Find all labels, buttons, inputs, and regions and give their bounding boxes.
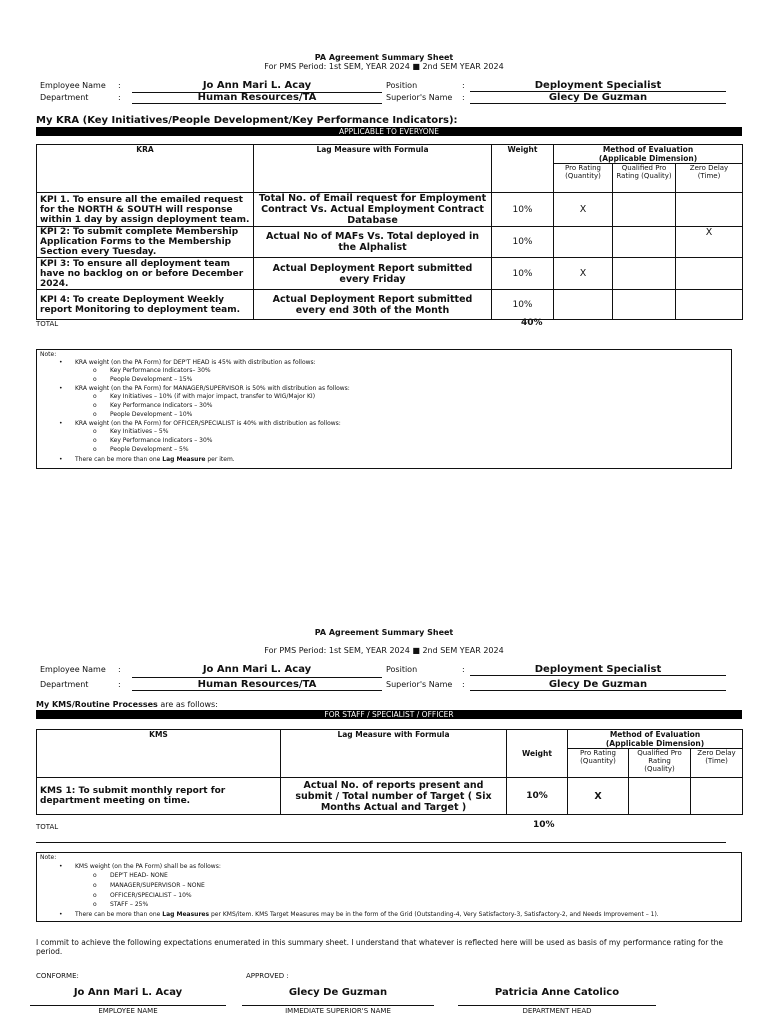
sheet1-superior-label: Superior's Name xyxy=(386,93,453,102)
sheet2-position-value: Deployment Specialist xyxy=(470,664,726,676)
kra-cell: KPI 2: To submit complete Membership Application Forms to the Membership Section every Tuesday. xyxy=(37,227,254,258)
note-line: Key Initiatives – 5% xyxy=(110,428,169,435)
note-bold-text: Lag Measures xyxy=(162,911,210,918)
commitment-text: I commit to achieve the following expectations enumerated in this summary sheet. I understand that whatever is reflected here will be used as basis of my performance rating for the period. xyxy=(36,938,724,956)
bullet: • xyxy=(59,911,63,918)
sheet1-total-label: TOTAL xyxy=(36,320,59,328)
sheet1-superior-value: Glecy De Guzman xyxy=(470,92,726,104)
method-header xyxy=(554,145,743,164)
zero-cell xyxy=(691,778,743,815)
lag-cell: Total No. of Email request for Employment Contract Vs. Actual Employment Contract Database xyxy=(254,193,492,227)
underline xyxy=(132,677,382,678)
sheet2-superior-label: Superior's Name xyxy=(386,680,453,689)
pro-cell: X xyxy=(554,258,613,290)
sheet1-total-value: 40% xyxy=(521,318,543,328)
pro-rating-header: Pro Rating (Quantity) xyxy=(568,749,629,778)
weight-header: Weight xyxy=(492,145,554,193)
sheet1-position-label: Position xyxy=(386,81,418,90)
lag-header: Lag Measure with Formula xyxy=(281,730,507,778)
sub-bullet: o xyxy=(93,892,97,899)
sheet2-kms-table xyxy=(36,729,743,815)
kra-cell: KPI 3: To ensure all deployment team have no backlog on or before December 2024. xyxy=(37,258,254,290)
sheet1-department-label: Department xyxy=(40,93,89,102)
sheet2-kms-heading xyxy=(36,700,218,709)
note-line: Key Performance Indicators – 30% xyxy=(110,402,213,409)
lag-cell: Actual No of MAFs Vs. Total deployed in the Alphalist xyxy=(254,227,492,258)
note-line: KRA weight (on the PA Form) for MANAGER/SUPERVISOR is 50% with distribution as follows: xyxy=(75,385,350,392)
qualified-cell xyxy=(629,778,691,815)
method-sublabel: (Applicable Dimension) xyxy=(598,154,698,163)
pro-cell: X xyxy=(568,778,629,815)
zero-cell xyxy=(676,290,743,320)
superior-signature-role: IMMEDIATE SUPERIOR'S NAME xyxy=(285,1007,391,1015)
note-line: MANAGER/SUPERVISOR – NONE xyxy=(110,882,205,889)
note-text: There can be more than one xyxy=(75,456,163,463)
table-row xyxy=(37,227,743,258)
colon: : xyxy=(462,665,465,674)
method-label: Method of Evaluation xyxy=(602,145,694,154)
weight-cell: 10% xyxy=(492,227,554,258)
note-line: People Development – 10% xyxy=(110,411,193,418)
note-line: KRA weight (on the PA Form) for DEP'T HEAD is 45% with distribution as follows: xyxy=(75,359,316,366)
department-head-signature-role: DEPARTMENT HEAD xyxy=(522,1007,592,1015)
qualified-header: Qualified Pro Rating (Quality) xyxy=(629,749,691,778)
employee-signature-name: Jo Ann Mari L. Acay xyxy=(73,987,183,998)
kms-heading-rest: are as follows: xyxy=(157,700,218,709)
department-head-signature-name: Patricia Anne Catolico xyxy=(494,987,620,998)
superior-signature-name: Glecy De Guzman xyxy=(288,987,388,998)
table-row xyxy=(37,193,743,227)
pro-rating-header: Pro Rating (Quantity) xyxy=(554,164,613,193)
zero-cell xyxy=(676,258,743,290)
sub-bullet: o xyxy=(93,446,97,453)
bullet: • xyxy=(59,420,63,427)
weight-header: Weight xyxy=(507,730,568,778)
weight-cell: 10% xyxy=(492,258,554,290)
employee-signature-role: EMPLOYEE NAME xyxy=(98,1007,158,1015)
bullet: • xyxy=(59,385,63,392)
note-line: KMS weight (on the PA Form) shall be as follows: xyxy=(75,863,221,870)
colon: : xyxy=(118,680,121,689)
colon: : xyxy=(462,93,465,102)
kms-heading-bold: My KMS/Routine Processes xyxy=(36,700,158,709)
sheet1-applicable-bar: APPLICABLE TO EVERYONE xyxy=(36,127,742,136)
lag-header: Lag Measure with Formula xyxy=(254,145,492,193)
note-line: OFFICER/SPECIALIST – 10% xyxy=(110,892,192,899)
approved-label: APPROVED : xyxy=(246,972,289,980)
zero-delay-header: Zero Delay (Time) xyxy=(676,164,743,193)
sub-bullet: o xyxy=(93,376,97,383)
colon: : xyxy=(462,81,465,90)
sheet2-total-label: TOTAL xyxy=(36,823,59,831)
sheet1-position-value: Deployment Specialist xyxy=(470,80,726,92)
sheet1-title: PA Agreement Summary Sheet xyxy=(314,53,454,62)
lag-cell: Actual Deployment Report submitted every Friday xyxy=(254,258,492,290)
signature-line xyxy=(458,1005,656,1006)
weight-cell: 10% xyxy=(507,778,568,815)
method-label: Method of Evaluation xyxy=(609,730,701,739)
qualified-cell xyxy=(613,227,676,258)
bullet: • xyxy=(59,359,63,366)
note-text: per KMS/item. KMS Target Measures may be in the form of the Grid (Outstanding-4, Very Satisfactory-3, Satisfactory-2, and Needs Improvement – 1). xyxy=(209,911,659,918)
signature-line xyxy=(30,1005,226,1006)
note-line: People Development – 5% xyxy=(110,446,189,453)
sheet1-employee-label: Employee Name xyxy=(40,81,106,90)
bullet: • xyxy=(59,456,63,463)
lag-cell: Actual No. of reports present and submit / Total number of Target ( Six Months Actual and Target ) xyxy=(281,778,507,815)
sub-bullet: o xyxy=(93,428,97,435)
colon: : xyxy=(118,93,121,102)
zero-cell xyxy=(676,193,743,227)
table-row xyxy=(37,290,743,320)
sub-bullet: o xyxy=(93,393,97,400)
pro-cell xyxy=(554,290,613,320)
sub-bullet: o xyxy=(93,882,97,889)
divider xyxy=(36,842,726,843)
qualified-cell xyxy=(613,290,676,320)
sheet2-position-label: Position xyxy=(386,665,418,674)
conforme-label: CONFORME: xyxy=(36,972,79,980)
lag-cell: Actual Deployment Report submitted every end 30th of the Month xyxy=(254,290,492,320)
sheet2-department-value: Human Resources/TA xyxy=(132,679,382,691)
sheet2-title: PA Agreement Summary Sheet xyxy=(314,628,454,637)
weight-cell: 10% xyxy=(492,193,554,227)
sheet2-superior-value: Glecy De Guzman xyxy=(470,679,726,691)
note-line xyxy=(75,456,235,463)
note-line: STAFF – 25% xyxy=(110,901,149,908)
table-row xyxy=(37,258,743,290)
sheet2-period: For PMS Period: 1st SEM, YEAR 2024 ■ 2nd SEM YEAR 2024 xyxy=(264,646,504,655)
method-sublabel: (Applicable Dimension) xyxy=(605,739,705,748)
sheet1-employee-value: Jo Ann Mari L. Acay xyxy=(202,80,312,91)
sheet2-note-box xyxy=(36,852,742,922)
note-line: Key Performance Indicators– 30% xyxy=(110,367,211,374)
note-label: Note: xyxy=(40,351,57,358)
zero-delay-header: Zero Delay (Time) xyxy=(691,749,743,778)
pro-cell: X xyxy=(554,193,613,227)
sub-bullet: o xyxy=(93,872,97,879)
sub-bullet: o xyxy=(93,437,97,444)
sheet2-total-value: 10% xyxy=(533,820,555,830)
kra-header: KRA xyxy=(37,145,254,193)
note-line: KRA weight (on the PA Form) for OFFICER/SPECIALIST is 40% with distribution as follows: xyxy=(75,420,341,427)
sheet1-note-box xyxy=(36,349,732,469)
sub-bullet: o xyxy=(93,411,97,418)
sheet2-staff-bar: FOR STAFF / SPECIALIST / OFFICER xyxy=(36,710,742,719)
kms-cell: KMS 1: To submit monthly report for department meeting on time. xyxy=(37,778,281,815)
sheet2-employee-value: Jo Ann Mari L. Acay xyxy=(202,664,312,675)
sub-bullet: o xyxy=(93,367,97,374)
note-text: per item. xyxy=(205,456,235,463)
note-line: DEP'T HEAD- NONE xyxy=(110,872,168,879)
zero-cell: X xyxy=(676,227,743,258)
sheet1-period: For PMS Period: 1st SEM, YEAR 2024 ■ 2nd SEM YEAR 2024 xyxy=(264,62,504,71)
note-line: Key Initiatives – 10% (if with major impact, transfer to WIG/Major KI) xyxy=(110,393,316,400)
note-bold-text: Lag Measure xyxy=(162,456,206,463)
sub-bullet: o xyxy=(93,402,97,409)
sub-bullet: o xyxy=(93,901,97,908)
note-text: There can be more than one xyxy=(75,911,163,918)
signature-line xyxy=(242,1005,434,1006)
note-line: People Development – 15% xyxy=(110,376,193,383)
colon: : xyxy=(462,680,465,689)
weight-cell: 10% xyxy=(492,290,554,320)
note-line xyxy=(75,911,659,918)
sheet1-kra-table xyxy=(36,144,743,320)
bullet: • xyxy=(59,863,63,870)
kra-cell: KPI 1. To ensure all the emailed request for the NORTH & SOUTH will response within 1 day by assign deployment team. xyxy=(37,193,254,227)
colon: : xyxy=(118,665,121,674)
colon: : xyxy=(118,81,121,90)
sheet1-kra-heading: My KRA (Key Initiatives/People Development/Key Performance Indicators): xyxy=(36,115,458,126)
qualified-cell xyxy=(613,258,676,290)
kms-header: KMS xyxy=(37,730,281,778)
table-row xyxy=(37,778,743,815)
pro-cell xyxy=(554,227,613,258)
sheet2-employee-label: Employee Name xyxy=(40,665,106,674)
note-line: Key Performance Indicators – 30% xyxy=(110,437,213,444)
kra-cell: KPI 4: To create Deployment Weekly report Monitoring to deployment team. xyxy=(37,290,254,320)
note-label: Note: xyxy=(40,854,57,861)
method-header xyxy=(568,730,743,749)
qualified-cell xyxy=(613,193,676,227)
sheet2-department-label: Department xyxy=(40,680,89,689)
sheet1-department-value: Human Resources/TA xyxy=(132,92,382,104)
qualified-header: Qualified Pro Rating (Quality) xyxy=(613,164,676,193)
